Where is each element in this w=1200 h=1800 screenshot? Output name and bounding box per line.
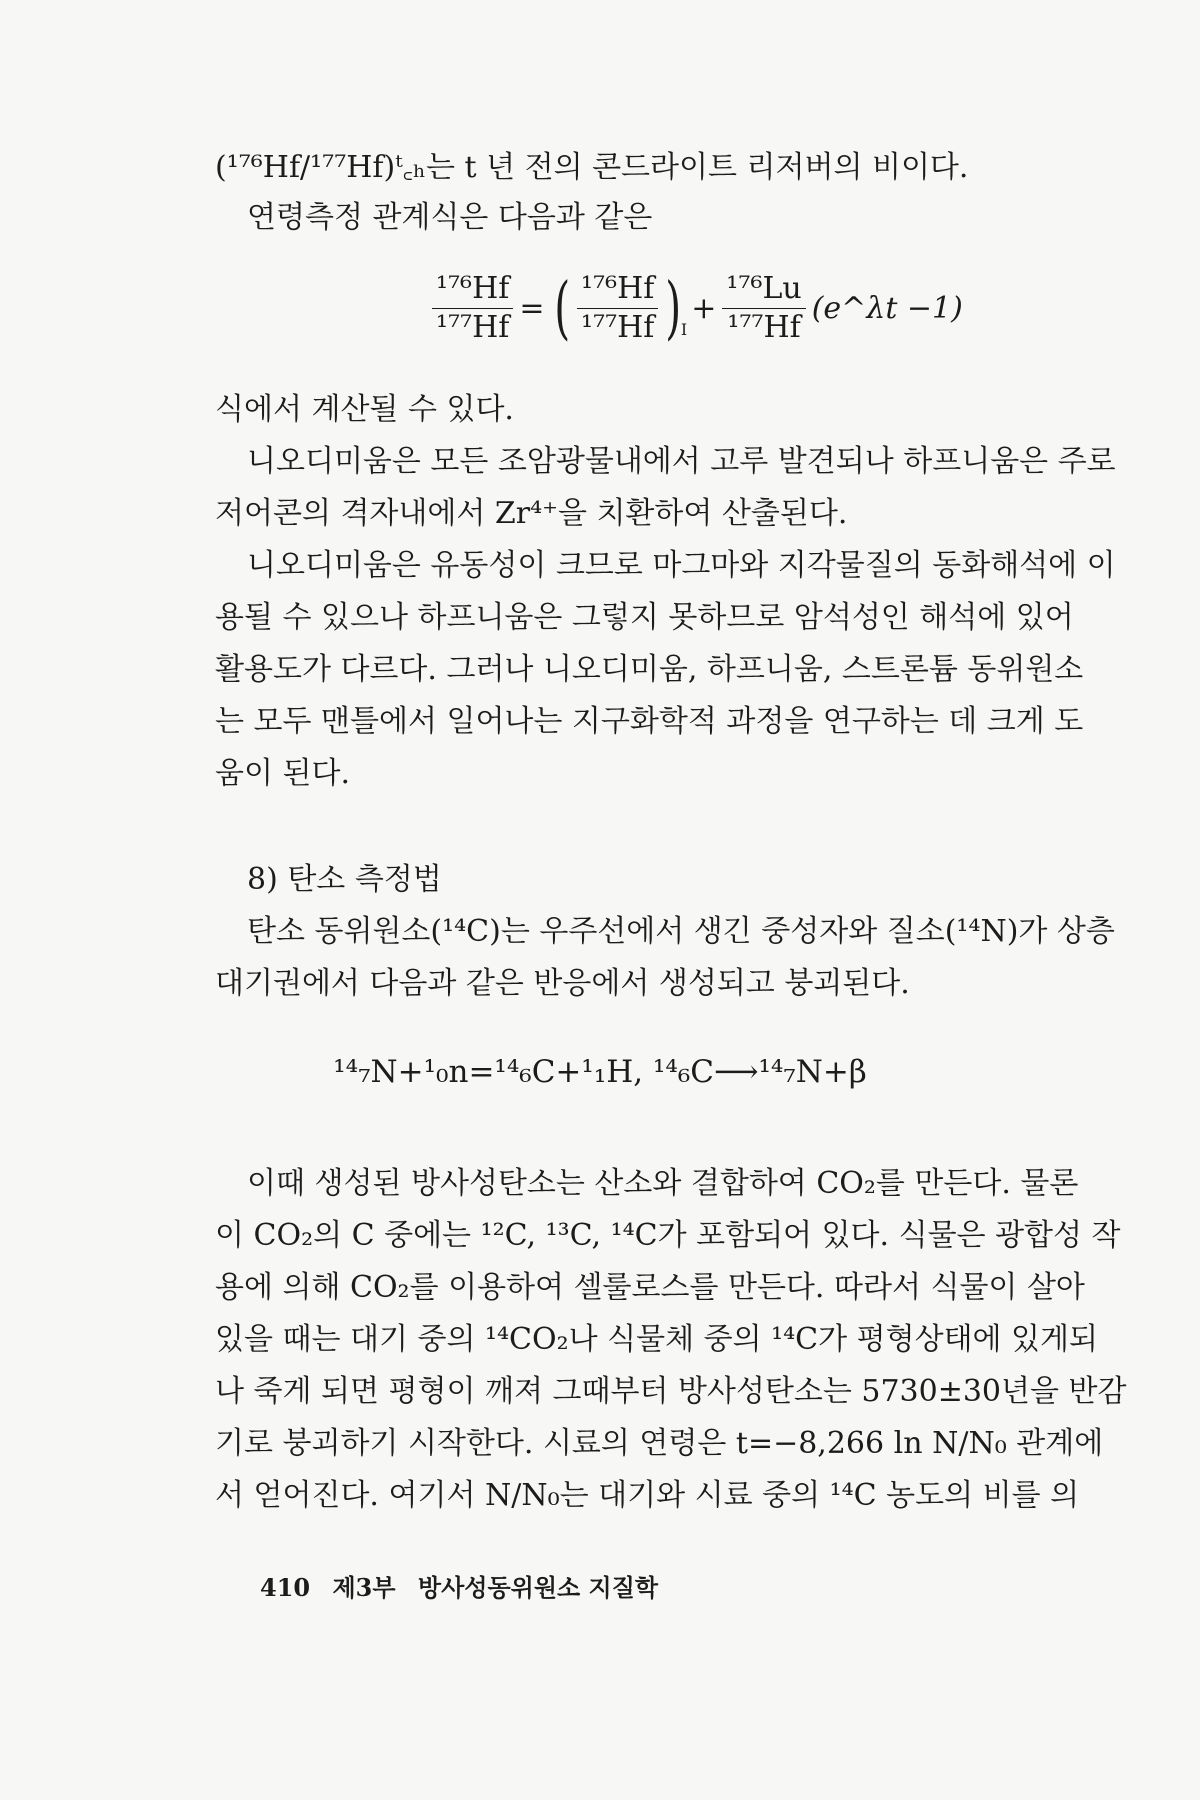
text-line: 저어콘의 격자내에서 Zr⁴⁺을 치환하여 산출된다.	[215, 496, 848, 531]
text-line: 나 죽게 되면 평형이 깨져 그때부터 방사성탄소는 5730±30년을 반감	[215, 1374, 1127, 1409]
text-line: 니오디미움은 모든 조암광물내에서 고루 발견되나 하프니움은 주로	[247, 444, 1116, 479]
plus-sign: +	[691, 290, 717, 326]
text-line: 연령측정 관계식은 다음과 같은	[247, 200, 653, 235]
chapter-title: 방사성동위원소 지질학	[417, 1573, 659, 1602]
initial-numerator: ¹⁷⁶Hf	[577, 272, 658, 309]
text-line: 대기권에서 다음과 같은 반응에서 생성되고 붕괴된다.	[215, 966, 910, 1001]
text-line: 탄소 동위원소(¹⁴C)는 우주선에서 생긴 중성자와 질소(¹⁴N)가 상층	[247, 914, 1115, 949]
text-line: 기로 붕괴하기 시작한다. 시료의 연령은 t=−8,266 ln N/N₀ 관계에	[215, 1426, 1104, 1461]
initial-denominator: ¹⁷⁷Hf	[581, 309, 655, 345]
left-paren: (	[553, 268, 570, 348]
exponential-term: (e^λt −1)	[811, 290, 963, 326]
text-line: 이 CO₂의 C 중에는 ¹²C, ¹³C, ¹⁴C가 포함되어 있다. 식물은 광합성 작	[215, 1218, 1121, 1253]
text-line: 용될 수 있으나 하프니움은 그렇지 못하므로 암석성인 해석에 있어	[215, 600, 1074, 635]
text-line: 식에서 계산될 수 있다.	[215, 392, 514, 427]
text-line: (¹⁷⁶Hf/¹⁷⁷Hf)ᵗ꜀ₕ는 t 년 전의 콘드라이트 리저버의 비이다.	[215, 150, 969, 185]
text-line: 용에 의해 CO₂를 이용하여 셀룰로스를 만든다. 따라서 식물이 살아	[215, 1270, 1085, 1305]
page-footer	[260, 1568, 658, 1603]
text-line: 서 얻어진다. 여기서 N/N₀는 대기와 시료 중의 ¹⁴C 농도의 비를 의	[215, 1478, 1080, 1513]
page-number: 410	[260, 1573, 311, 1602]
text-line: 움이 된다.	[215, 756, 350, 791]
part-label: 제3부	[332, 1573, 396, 1602]
nuclear-reaction: ¹⁴₇N+¹₀n=¹⁴₆C+¹₁H, ¹⁴₆C⟶¹⁴₇N+β	[333, 1054, 867, 1090]
text-line: 활용도가 다르다. 그러나 니오디미움, 하프니움, 스트론튬 동위원소	[215, 652, 1084, 687]
lhs-denominator: ¹⁷⁷Hf	[436, 309, 510, 345]
hf-age-equation: $\frac{\text{¹⁷⁶Hf}}{\text{¹⁷⁷Hf}}$ = ( $\frac{\text{¹⁷⁶Hf}}{\text{¹⁷⁷Hf}}$ ) $_I$ + $\frac{\text{¹⁷⁶Lu}}{\text{¹⁷⁷Hf}}$ (e^λt −1)	[0, 258, 1200, 358]
text-line: 니오디미움은 유동성이 크므로 마그마와 지각물질의 동화해석에 이	[247, 548, 1116, 583]
text-line: 있을 때는 대기 중의 ¹⁴CO₂나 식물체 중의 ¹⁴C가 평형상태에 있게되	[215, 1322, 1098, 1357]
equals-sign: =	[519, 290, 545, 326]
lhs-fraction	[432, 272, 513, 345]
text-line: 는 모두 맨틀에서 일어나는 지구화학적 과정을 연구하는 데 크게 도	[215, 704, 1084, 739]
rhs-fraction	[722, 272, 805, 345]
rhs-denominator: ¹⁷⁷Hf	[727, 309, 801, 345]
right-paren: )	[665, 268, 682, 348]
rhs-numerator: ¹⁷⁶Lu	[722, 272, 805, 309]
initial-ratio-fraction	[577, 272, 658, 345]
text-line: 이때 생성된 방사성탄소는 산소와 결합하여 CO₂를 만든다. 물론	[247, 1166, 1079, 1201]
section-heading: 8) 탄소 측정법	[247, 862, 442, 897]
lhs-numerator: ¹⁷⁶Hf	[432, 272, 513, 309]
